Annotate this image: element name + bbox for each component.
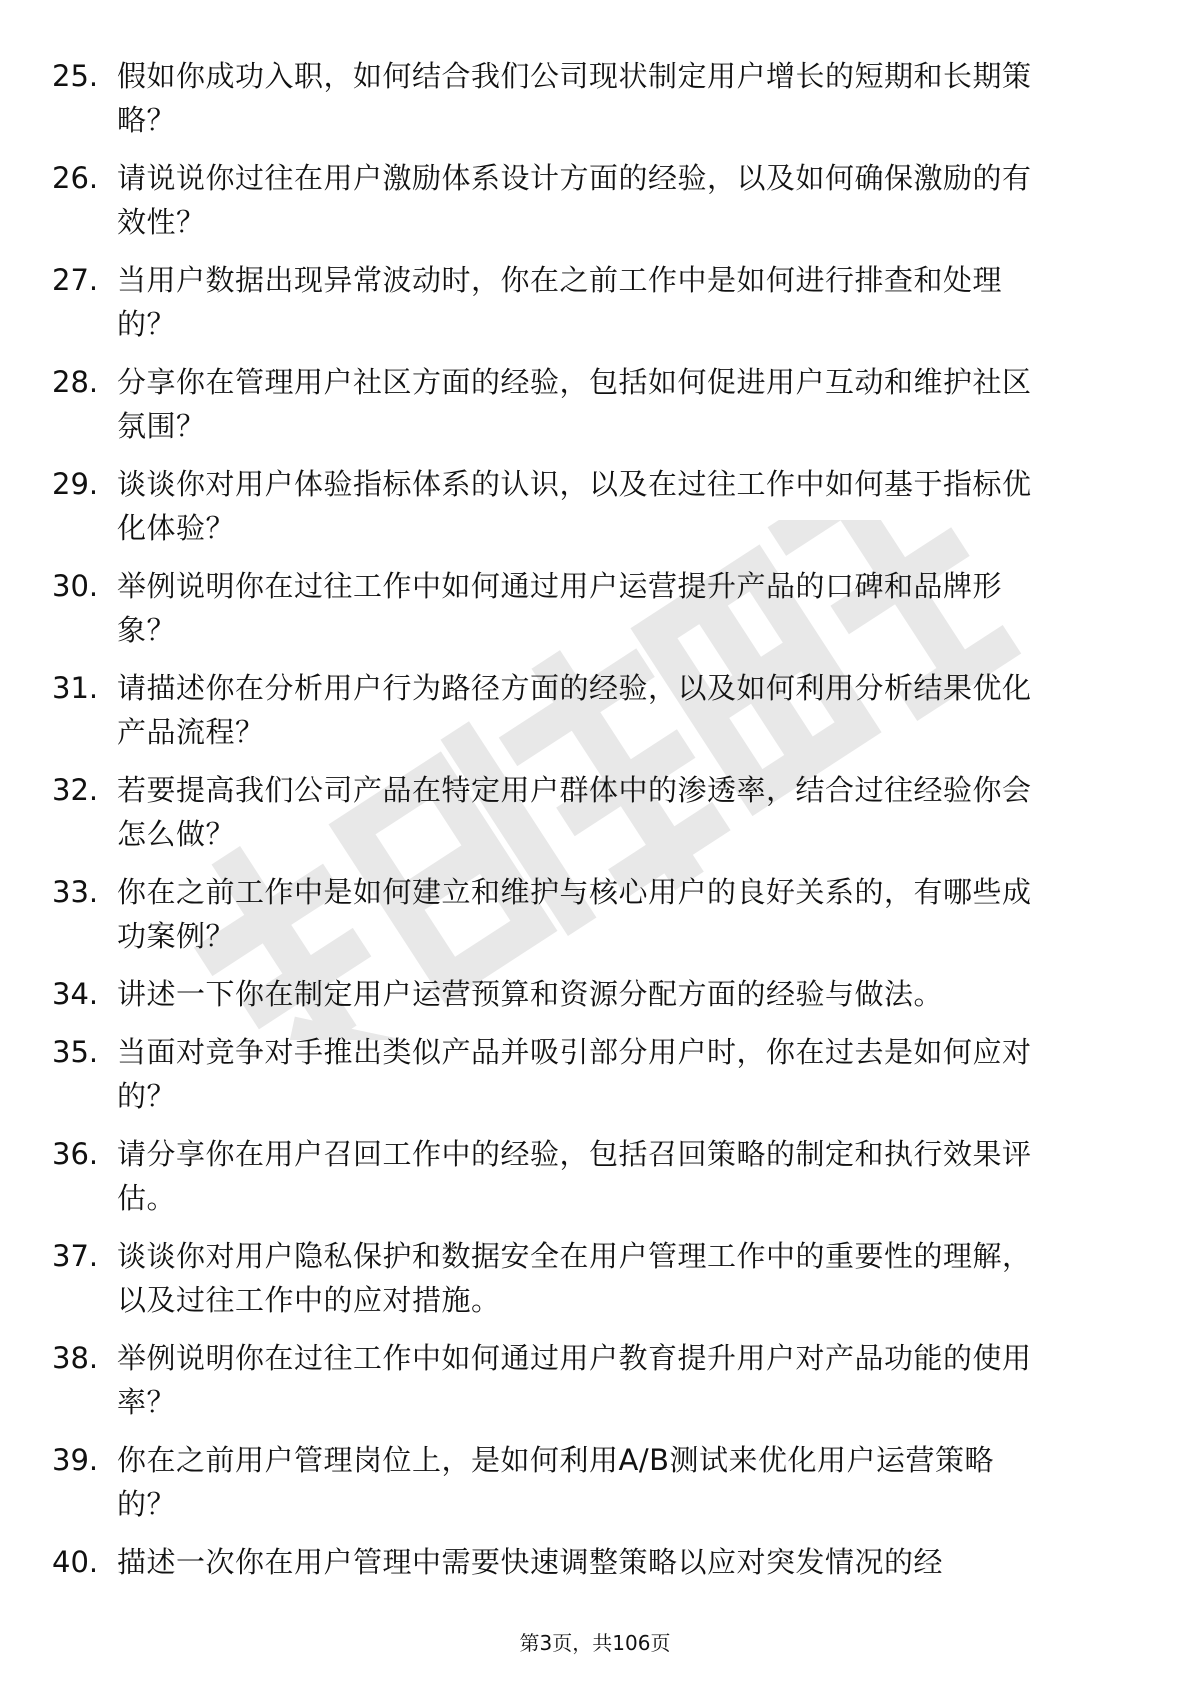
question-text: 你在之前用户管理岗位上，是如何利用A/B测试来优化用户运营策略的？ <box>117 1443 995 1521</box>
question-text: 讲述一下你在制定用户运营预算和资源分配方面的经验与做法。 <box>117 977 944 1011</box>
question-text: 你在之前工作中是如何建立和维护与核心用户的良好关系的，有哪些成功案例？ <box>117 875 1032 953</box>
question-item <box>0 666 1190 768</box>
question-text: 谈谈你对用户隐私保护和数据安全在用户管理工作中的重要性的理解，以及过往工作中的应对措施。 <box>117 1239 1032 1317</box>
question-number: 29. <box>52 467 99 501</box>
question-number: 34. <box>52 977 99 1011</box>
question-item <box>0 360 1190 462</box>
question-number: 25. <box>52 59 99 93</box>
question-text: 举例说明你在过往工作中如何通过用户运营提升产品的口碑和品牌形象？ <box>117 569 1003 647</box>
question-number: 28. <box>52 365 99 399</box>
question-text: 请说说你过往在用户激励体系设计方面的经验，以及如何确保激励的有效性？ <box>117 161 1032 239</box>
question-text: 请描述你在分析用户行为路径方面的经验，以及如何利用分析结果优化产品流程？ <box>117 671 1032 749</box>
question-text: 分享你在管理用户社区方面的经验，包括如何促进用户互动和维护社区氛围？ <box>117 365 1032 443</box>
question-number: 33. <box>52 875 99 909</box>
page-footer: 第3页，共106页 <box>519 1631 671 1655</box>
question-item <box>0 462 1190 564</box>
question-number: 36. <box>52 1137 99 1171</box>
question-item <box>0 1234 1190 1336</box>
question-number: 31. <box>52 671 99 705</box>
question-list <box>0 54 1190 1584</box>
question-item <box>0 564 1190 666</box>
question-item <box>0 1132 1190 1234</box>
question-text: 谈谈你对用户体验指标体系的认识，以及在过往工作中如何基于指标优化体验？ <box>117 467 1032 545</box>
question-item <box>0 1438 1190 1540</box>
question-item <box>0 768 1190 870</box>
question-text: 假如你成功入职，如何结合我们公司现状制定用户增长的短期和长期策略？ <box>117 59 1032 137</box>
question-item <box>0 870 1190 972</box>
question-item <box>0 156 1190 258</box>
question-item <box>0 1336 1190 1438</box>
question-text: 当面对竞争对手推出类似产品并吸引部分用户时，你在过去是如何应对的？ <box>117 1035 1032 1113</box>
question-item <box>0 258 1190 360</box>
question-text: 当用户数据出现异常波动时，你在之前工作中是如何进行排查和处理的？ <box>117 263 1003 341</box>
question-text: 描述一次你在用户管理中需要快速调整策略以应对突发情况的经 <box>117 1545 944 1579</box>
question-item <box>0 972 1190 1030</box>
question-item <box>0 1030 1190 1132</box>
question-number: 32. <box>52 773 99 807</box>
question-number: 38. <box>52 1341 99 1375</box>
question-number: 27. <box>52 263 99 297</box>
question-number: 39. <box>52 1443 99 1477</box>
question-number: 37. <box>52 1239 99 1273</box>
question-number: 30. <box>52 569 99 603</box>
question-item <box>0 1540 1190 1584</box>
question-number: 26. <box>52 161 99 195</box>
question-text: 举例说明你在过往工作中如何通过用户教育提升用户对产品功能的使用率？ <box>117 1341 1032 1419</box>
question-text: 请分享你在用户召回工作中的经验，包括召回策略的制定和执行效果评估。 <box>117 1137 1032 1215</box>
question-number: 35. <box>52 1035 99 1069</box>
question-item <box>0 54 1190 156</box>
question-number: 40. <box>52 1545 99 1579</box>
question-text: 若要提高我们公司产品在特定用户群体中的渗透率，结合过往经验你会怎么做？ <box>117 773 1032 851</box>
